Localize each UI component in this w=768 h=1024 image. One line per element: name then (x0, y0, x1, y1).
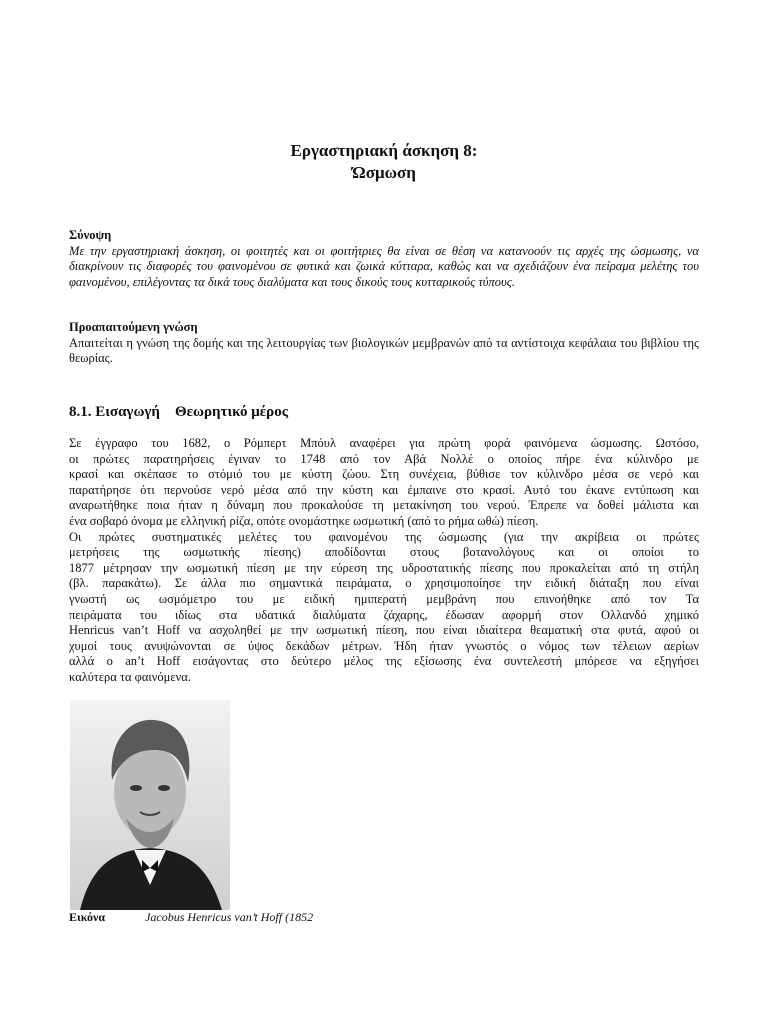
document-title (0, 140, 768, 184)
body-line: (βλ. παρακάτω). Σε άλλα πιο σημαντικά πειράματα, ο χρησιμοποίησε την ειδική διάταξη που είναι (69, 576, 699, 591)
body-line: γνωστή ως ωσμόμετρο του με ειδική ημιπερατή μεμβράνη που επινοήθηκε από τον Τα (69, 591, 699, 606)
body-line: χυμοί τους ανυψώνονται σε ύψος δεκάδων μέτρων. Ήδη ήταν γνωστός ο νόμος των τέλειων αερίων (69, 638, 699, 653)
body-line: Σε έγγραφο του 1682, ο Ρόμπερτ Μπόυλ αναφέρει για πρώτη φορά φαινόμενα ώσμωσης. Ωστόσο, (69, 436, 699, 450)
abstract-text: Με την εργαστηριακή άσκηση, οι φοιτητές και οι φοιτήτριες θα είναι σε θέση να κατανοούν τις αρχές της ώσμωσης, να διακρίνουν τις διαφορές του φαινομένου σε φυτικά και ζωικά κύτταρα, καθώς και να σχεδιάζουν ένα πείραμα μελέτης του φαινομένου, επιλέγοντας τα δικά τους διαλύματα και τους δικούς τους κυτταρικούς τύπους. (69, 243, 699, 289)
abstract-section (69, 228, 699, 290)
abstract-heading: Σύνοψη (69, 228, 112, 242)
figure-caption-label: Εικόνα (69, 910, 106, 924)
body-line: καλύτερα τα φαινόμενα. (69, 669, 191, 684)
body-line: αλλά ο an’t Hoff εισάγοντας στο δεύτερο μέλος της εξίσωσης ένα συντελεστή μπόρεσε να εξηγήσει (69, 654, 699, 669)
title-line-2: Ώσμωση (352, 163, 416, 182)
body-line: ένα σοβαρό όνομα με ελληνική ρίζα, οπότε ονομάστηκε ωσμωτική (από το ρήμα ωθώ) πίεση. (69, 513, 539, 528)
body-line: μετρήσεις της ωσμωτικής πίεσης) αποδίδονται στους βοτανολόγους και οι οποίοι το (69, 545, 699, 560)
body-text (69, 436, 699, 686)
body-line: πειράματα του ιδίως στα υδατικά διαλύματα ζάχαρης, έδωσαν αφορμή στον Ολλανδό χημικό (69, 607, 699, 622)
prerequisites-text: Απαιτείται η γνώση της δομής και της λειτουργίας των βιολογικών μεμβρανών από τα αντίστοιχα κεφάλαια του βιβλίου της θεωρίας. (69, 335, 699, 366)
body-line: κρασί και σκέπασε το στόμιό του με κύστη ζώου. Στη συνέχεια, βύθισε τον κύλινδρο μέσα σε νερό και (69, 467, 699, 482)
portrait-photo (70, 700, 230, 910)
body-line: αναρωτήθηκε ποια ήταν η δύναμη που προκαλούσε τη μετακίνηση του νερού. Έπρεπε να δοθεί μάλιστα και (69, 498, 699, 513)
body-line: Οι πρώτες συστηματικές μελέτες του φαινομένου της ώσμωσης (για την ακρίβεια οι πρώτες (69, 529, 699, 544)
portrait-illustration (70, 700, 230, 910)
prerequisites-heading: Προαπαιτούμενη γνώση (69, 320, 198, 334)
prerequisites-section (69, 320, 699, 367)
figure-caption (69, 910, 313, 925)
section-heading: 8.1. Εισαγωγή Θεωρητικό μέρος (69, 404, 289, 420)
body-line: 1877 μέτρησαν την ωσμωτική πίεση με την εύρεση της υδροστατικής πίεσης που προκαλείται από τη στήλη (69, 560, 699, 575)
body-line: παρατήρησε ότι περνούσε νερό μέσα από την κύστη και έμπαινε στο κρασί. Αυτό του έκανε εντύπωση και (69, 482, 699, 497)
body-line: οι πρώτες παρατηρήσεις έγιναν το 1748 από τον Αβά Νολλέ ο οποίος πήρε ένα κύλινδρο με (69, 451, 699, 466)
title-line-1: Εργαστηριακή άσκηση 8: (290, 141, 478, 160)
figure-caption-text: Jacobus Henricus van’t Hoff (1852 (145, 910, 314, 924)
body-line: Henricus van’t Hoff να ασχοληθεί με την ωσμωτική πίεση, που είναι ιδιαίτερα θεαματική στα φυτά, αφού οι (69, 623, 699, 638)
